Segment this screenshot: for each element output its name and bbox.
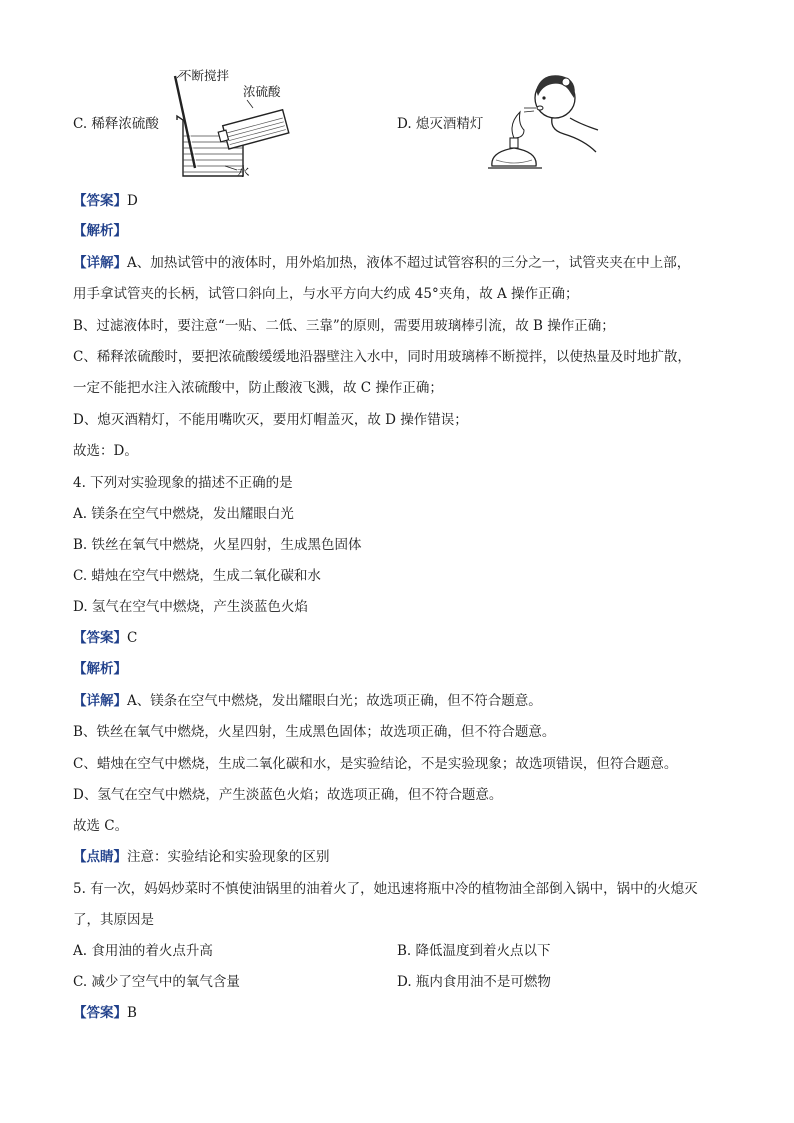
q4-stem: 4. 下列对实验现象的描述不正确的是 bbox=[73, 475, 293, 491]
q4-detail-line-3: C、蜡烛在空气中燃烧，生成二氧化碳和水，是实验结论，不是实验现象；故选项错误，但符合题意。 bbox=[73, 756, 678, 772]
dilute-acid-figure bbox=[165, 58, 305, 183]
analysis-tag: 【解析】 bbox=[73, 223, 127, 239]
q4-detail-line-1 bbox=[73, 692, 542, 710]
tip-tag: 【点睛】 bbox=[73, 849, 127, 865]
q3-detail-line-3: B、过滤液体时，要注意“一贴、二低、三靠”的原则，需要用玻璃棒引流，故 B 操作正确； bbox=[73, 318, 615, 334]
option-d-label: D. 熄灭酒精灯 bbox=[397, 116, 484, 132]
q3-answer-row bbox=[73, 192, 138, 210]
answer-tag: 【答案】 bbox=[73, 1005, 127, 1021]
q5-option-a: A. 食用油的着火点升高 bbox=[73, 943, 213, 959]
q4-detail-line-2: B、铁丝在氧气中燃烧，火星四射，生成黑色固体；故选项正确，但不符合题意。 bbox=[73, 724, 556, 740]
detail-text: A、加热试管中的液体时，用外焰加热，液体不超过试管容积的三分之一，试管夹夹在中上部， bbox=[127, 255, 691, 271]
detail-tag: 【详解】 bbox=[73, 693, 127, 709]
answer-tag: 【答案】 bbox=[73, 630, 127, 646]
analysis-tag: 【解析】 bbox=[73, 661, 127, 677]
answer-value: D bbox=[127, 193, 138, 209]
q4-option-a: A. 镁条在空气中燃烧，发出耀眼白光 bbox=[73, 506, 294, 522]
water-label: 水 bbox=[237, 164, 250, 179]
q4-conclusion: 故选 C。 bbox=[73, 818, 129, 834]
acid-label: 浓硫酸 bbox=[243, 84, 281, 99]
answer-value: B bbox=[127, 1005, 137, 1021]
option-c-label: C. 稀释浓硫酸 bbox=[73, 116, 159, 132]
q4-option-c: C. 蜡烛在空气中燃烧，生成二氧化碳和水 bbox=[73, 568, 321, 584]
q4-option-b: B. 铁丝在氧气中燃烧，火星四射，生成黑色固体 bbox=[73, 537, 362, 553]
stir-label: 不断搅拌 bbox=[179, 68, 230, 83]
q3-analysis-tag bbox=[73, 222, 127, 240]
q4-answer-row bbox=[73, 629, 137, 647]
q3-detail-line-6: D、熄灭酒精灯，不能用嘴吹灭，要用灯帽盖灭，故 D 操作错误； bbox=[73, 412, 468, 428]
tip-text: 注意：实验结论和实验现象的区别 bbox=[127, 849, 330, 865]
q5-stem-line-2: 了，其原因是 bbox=[73, 912, 154, 928]
q5-answer-row bbox=[73, 1004, 137, 1022]
detail-text: A、镁条在空气中燃烧，发出耀眼白光；故选项正确，但不符合题意。 bbox=[127, 693, 542, 709]
q3-detail-line-5: 一定不能把水注入浓硫酸中，防止酸液飞溅，故 C 操作正确； bbox=[73, 380, 443, 396]
q4-option-d: D. 氢气在空气中燃烧，产生淡蓝色火焰 bbox=[73, 599, 308, 615]
q3-detail-line-2: 用手拿试管夹的长柄，试管口斜向上，与水平方向大约成 45°夹角，故 A 操作正确； bbox=[73, 286, 579, 302]
q3-detail-line-4: C、稀释浓硫酸时，要把浓硫酸缓缓地沿器壁注入水中，同时用玻璃棒不断搅拌，以使热量及时地扩散， bbox=[73, 349, 691, 365]
q5-stem-line-1: 5. 有一次，妈妈炒菜时不慎使油锅里的油着火了，她迅速将瓶中冷的植物油全部倒入锅中，锅中的火熄灭 bbox=[73, 881, 698, 897]
answer-value: C bbox=[127, 630, 138, 646]
q5-option-d: D. 瓶内食用油不是可燃物 bbox=[397, 974, 551, 990]
q4-tip-row bbox=[73, 848, 330, 866]
alcohol-lamp-figure bbox=[480, 68, 610, 180]
q4-detail-line-4: D、氢气在空气中燃烧，产生淡蓝色火焰；故选项正确，但不符合题意。 bbox=[73, 787, 503, 803]
detail-tag: 【详解】 bbox=[73, 255, 127, 271]
answer-tag: 【答案】 bbox=[73, 193, 127, 209]
q3-detail-line-1 bbox=[73, 254, 690, 272]
q3-conclusion: 故选：D。 bbox=[73, 443, 138, 459]
q5-option-b: B. 降低温度到着火点以下 bbox=[397, 943, 551, 959]
q4-analysis-tag bbox=[73, 660, 127, 678]
q5-option-c: C. 减少了空气中的氧气含量 bbox=[73, 974, 240, 990]
